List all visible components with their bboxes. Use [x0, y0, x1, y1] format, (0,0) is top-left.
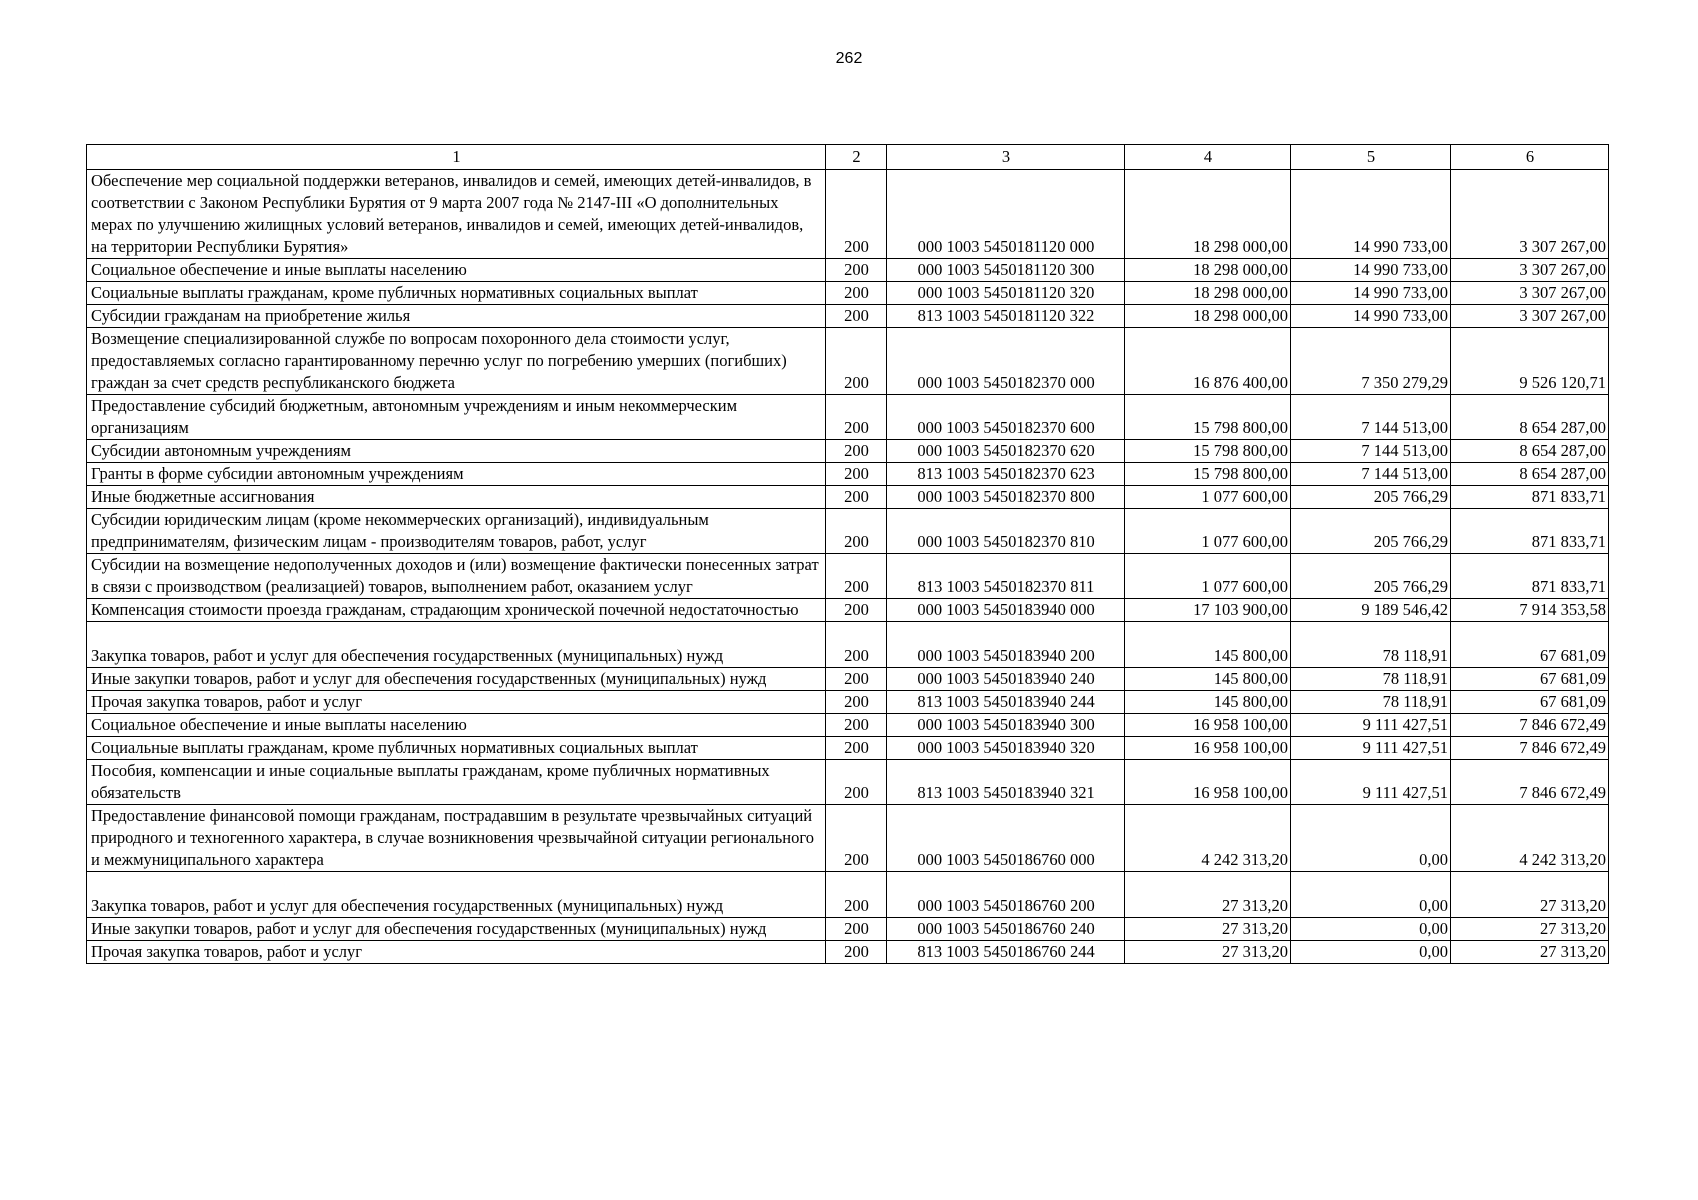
row-remaining-amount: 871 833,71	[1451, 509, 1609, 554]
row-budget-classification-code: 813 1003 5450186760 244	[887, 941, 1125, 964]
row-budget-classification-code: 000 1003 5450183940 000	[887, 599, 1125, 622]
row-code-admin: 200	[826, 805, 887, 872]
row-remaining-amount: 3 307 267,00	[1451, 170, 1609, 259]
table-row	[87, 395, 1609, 440]
row-remaining-amount: 3 307 267,00	[1451, 259, 1609, 282]
row-code-admin: 200	[826, 668, 887, 691]
row-executed-amount: 9 111 427,51	[1291, 737, 1451, 760]
table-row	[87, 737, 1609, 760]
row-name: Обеспечение мер социальной поддержки ветеранов, инвалидов и семей, имеющих детей-инвалидов, в соответствии с Законом Республики Бурятия от 9 марта 2007 года № 2147-III «О дополнительных мерах по улучшению жилищных условий ветеранов, инвалидов и семей, имеющих детей-инвалидов, на территории Республики Бурятия»	[87, 170, 826, 259]
table-row	[87, 554, 1609, 599]
row-remaining-amount: 3 307 267,00	[1451, 305, 1609, 328]
row-name: Прочая закупка товаров, работ и услуг	[87, 941, 826, 964]
row-approved-amount: 145 800,00	[1125, 691, 1291, 714]
row-executed-amount: 0,00	[1291, 941, 1451, 964]
row-approved-amount: 15 798 800,00	[1125, 463, 1291, 486]
row-executed-amount: 7 144 513,00	[1291, 463, 1451, 486]
table-row	[87, 872, 1609, 918]
row-executed-amount: 14 990 733,00	[1291, 170, 1451, 259]
table-row	[87, 486, 1609, 509]
row-executed-amount: 9 189 546,42	[1291, 599, 1451, 622]
row-code-admin: 200	[826, 918, 887, 941]
row-name: Пособия, компенсации и иные социальные выплаты гражданам, кроме публичных нормативных обязательств	[87, 760, 826, 805]
row-budget-classification-code: 813 1003 5450183940 244	[887, 691, 1125, 714]
row-approved-amount: 16 958 100,00	[1125, 760, 1291, 805]
column-header-6: 6	[1451, 145, 1609, 170]
row-approved-amount: 15 798 800,00	[1125, 440, 1291, 463]
row-code-admin: 200	[826, 872, 887, 918]
row-approved-amount: 145 800,00	[1125, 668, 1291, 691]
row-budget-classification-code: 000 1003 5450183940 240	[887, 668, 1125, 691]
row-approved-amount: 145 800,00	[1125, 622, 1291, 668]
row-budget-classification-code: 000 1003 5450186760 240	[887, 918, 1125, 941]
row-budget-classification-code: 000 1003 5450183940 300	[887, 714, 1125, 737]
row-executed-amount: 78 118,91	[1291, 668, 1451, 691]
row-name: Субсидии на возмещение недополученных доходов и (или) возмещение фактически понесенных затрат в связи с производством (реализацией) товаров, выполнением работ, оказанием услуг	[87, 554, 826, 599]
row-executed-amount: 205 766,29	[1291, 486, 1451, 509]
row-executed-amount: 78 118,91	[1291, 622, 1451, 668]
row-remaining-amount: 7 846 672,49	[1451, 760, 1609, 805]
row-approved-amount: 4 242 313,20	[1125, 805, 1291, 872]
row-name: Гранты в форме субсидии автономным учреждениям	[87, 463, 826, 486]
row-budget-classification-code: 000 1003 5450181120 300	[887, 259, 1125, 282]
row-code-admin: 200	[826, 509, 887, 554]
row-name: Иные закупки товаров, работ и услуг для обеспечения государственных (муниципальных) нужд	[87, 918, 826, 941]
row-budget-classification-code: 000 1003 5450182370 600	[887, 395, 1125, 440]
row-executed-amount: 0,00	[1291, 918, 1451, 941]
row-name: Иные закупки товаров, работ и услуг для обеспечения государственных (муниципальных) нужд	[87, 668, 826, 691]
row-code-admin: 200	[826, 282, 887, 305]
row-approved-amount: 16 958 100,00	[1125, 737, 1291, 760]
row-name: Возмещение специализированной службе по вопросам похоронного дела стоимости услуг, предоставляемых согласно гарантированному перечню услуг по погребению умерших (погибших) граждан за счет средств республиканского бюджета	[87, 328, 826, 395]
row-remaining-amount: 27 313,20	[1451, 941, 1609, 964]
row-approved-amount: 18 298 000,00	[1125, 282, 1291, 305]
row-code-admin: 200	[826, 486, 887, 509]
row-remaining-amount: 8 654 287,00	[1451, 463, 1609, 486]
row-executed-amount: 205 766,29	[1291, 509, 1451, 554]
row-budget-classification-code: 000 1003 5450183940 200	[887, 622, 1125, 668]
table-row	[87, 328, 1609, 395]
row-approved-amount: 27 313,20	[1125, 918, 1291, 941]
row-code-admin: 200	[826, 395, 887, 440]
table-row	[87, 305, 1609, 328]
column-header-5: 5	[1291, 145, 1451, 170]
row-code-admin: 200	[826, 170, 887, 259]
row-approved-amount: 1 077 600,00	[1125, 486, 1291, 509]
row-executed-amount: 205 766,29	[1291, 554, 1451, 599]
row-name: Социальные выплаты гражданам, кроме публичных нормативных социальных выплат	[87, 737, 826, 760]
row-executed-amount: 7 350 279,29	[1291, 328, 1451, 395]
row-code-admin: 200	[826, 760, 887, 805]
row-code-admin: 200	[826, 941, 887, 964]
row-remaining-amount: 871 833,71	[1451, 554, 1609, 599]
row-name: Субсидии автономным учреждениям	[87, 440, 826, 463]
row-remaining-amount: 3 307 267,00	[1451, 282, 1609, 305]
page-number: 262	[835, 50, 863, 67]
table-row	[87, 918, 1609, 941]
row-code-admin: 200	[826, 599, 887, 622]
row-name: Социальное обеспечение и иные выплаты населению	[87, 259, 826, 282]
row-executed-amount: 14 990 733,00	[1291, 305, 1451, 328]
row-name: Прочая закупка товаров, работ и услуг	[87, 691, 826, 714]
row-remaining-amount: 67 681,09	[1451, 668, 1609, 691]
row-remaining-amount: 67 681,09	[1451, 622, 1609, 668]
row-approved-amount: 18 298 000,00	[1125, 259, 1291, 282]
row-code-admin: 200	[826, 737, 887, 760]
row-code-admin: 200	[826, 714, 887, 737]
column-number-row	[87, 145, 1609, 170]
row-approved-amount: 27 313,20	[1125, 872, 1291, 918]
row-budget-classification-code: 000 1003 5450186760 200	[887, 872, 1125, 918]
row-name: Социальные выплаты гражданам, кроме публичных нормативных социальных выплат	[87, 282, 826, 305]
row-budget-classification-code: 000 1003 5450182370 810	[887, 509, 1125, 554]
row-remaining-amount: 67 681,09	[1451, 691, 1609, 714]
table-row	[87, 463, 1609, 486]
row-remaining-amount: 27 313,20	[1451, 918, 1609, 941]
row-code-admin: 200	[826, 554, 887, 599]
row-budget-classification-code: 813 1003 5450181120 322	[887, 305, 1125, 328]
row-approved-amount: 17 103 900,00	[1125, 599, 1291, 622]
row-code-admin: 200	[826, 463, 887, 486]
row-executed-amount: 7 144 513,00	[1291, 395, 1451, 440]
table-row	[87, 691, 1609, 714]
row-name: Закупка товаров, работ и услуг для обеспечения государственных (муниципальных) нужд	[87, 622, 826, 668]
row-remaining-amount: 27 313,20	[1451, 872, 1609, 918]
table-row	[87, 259, 1609, 282]
row-remaining-amount: 9 526 120,71	[1451, 328, 1609, 395]
row-budget-classification-code: 813 1003 5450183940 321	[887, 760, 1125, 805]
row-approved-amount: 16 876 400,00	[1125, 328, 1291, 395]
row-budget-classification-code: 000 1003 5450181120 320	[887, 282, 1125, 305]
row-name: Предоставление финансовой помощи гражданам, пострадавшим в результате чрезвычайных ситуаций природного и техногенного характера, в случае возникновения чрезвычайной ситуации регионального и межмуниципального характера	[87, 805, 826, 872]
row-budget-classification-code: 000 1003 5450182370 800	[887, 486, 1125, 509]
table-row	[87, 668, 1609, 691]
row-executed-amount: 0,00	[1291, 805, 1451, 872]
column-header-2: 2	[826, 145, 887, 170]
table-row	[87, 760, 1609, 805]
row-approved-amount: 1 077 600,00	[1125, 509, 1291, 554]
row-remaining-amount: 7 846 672,49	[1451, 714, 1609, 737]
row-remaining-amount: 7 846 672,49	[1451, 737, 1609, 760]
row-executed-amount: 9 111 427,51	[1291, 760, 1451, 805]
row-approved-amount: 18 298 000,00	[1125, 305, 1291, 328]
row-approved-amount: 1 077 600,00	[1125, 554, 1291, 599]
row-budget-classification-code: 000 1003 5450186760 000	[887, 805, 1125, 872]
table-row	[87, 509, 1609, 554]
column-header-3: 3	[887, 145, 1125, 170]
row-budget-classification-code: 000 1003 5450183940 320	[887, 737, 1125, 760]
row-remaining-amount: 871 833,71	[1451, 486, 1609, 509]
table-row	[87, 622, 1609, 668]
row-budget-classification-code: 000 1003 5450181120 000	[887, 170, 1125, 259]
row-name: Субсидии гражданам на приобретение жилья	[87, 305, 826, 328]
row-name: Субсидии юридическим лицам (кроме некоммерческих организаций), индивидуальным предпринимателям, физическим лицам - производителям товаров, работ, услуг	[87, 509, 826, 554]
row-remaining-amount: 7 914 353,58	[1451, 599, 1609, 622]
row-approved-amount: 15 798 800,00	[1125, 395, 1291, 440]
table-row	[87, 714, 1609, 737]
row-code-admin: 200	[826, 440, 887, 463]
row-approved-amount: 27 313,20	[1125, 941, 1291, 964]
row-code-admin: 200	[826, 259, 887, 282]
row-executed-amount: 0,00	[1291, 872, 1451, 918]
row-remaining-amount: 4 242 313,20	[1451, 805, 1609, 872]
table-row	[87, 440, 1609, 463]
row-code-admin: 200	[826, 328, 887, 395]
row-executed-amount: 7 144 513,00	[1291, 440, 1451, 463]
row-remaining-amount: 8 654 287,00	[1451, 395, 1609, 440]
table-row	[87, 941, 1609, 964]
column-header-1: 1	[87, 145, 826, 170]
row-executed-amount: 14 990 733,00	[1291, 259, 1451, 282]
budget-execution-table	[86, 144, 1609, 964]
column-header-4: 4	[1125, 145, 1291, 170]
row-name: Компенсация стоимости проезда гражданам, страдающим хронической почечной недостаточностью	[87, 599, 826, 622]
row-executed-amount: 14 990 733,00	[1291, 282, 1451, 305]
row-name: Иные бюджетные ассигнования	[87, 486, 826, 509]
row-budget-classification-code: 000 1003 5450182370 000	[887, 328, 1125, 395]
table-row	[87, 282, 1609, 305]
row-name: Социальное обеспечение и иные выплаты населению	[87, 714, 826, 737]
table-row	[87, 170, 1609, 259]
table-row	[87, 599, 1609, 622]
row-executed-amount: 9 111 427,51	[1291, 714, 1451, 737]
row-approved-amount: 16 958 100,00	[1125, 714, 1291, 737]
row-code-admin: 200	[826, 305, 887, 328]
row-budget-classification-code: 813 1003 5450182370 623	[887, 463, 1125, 486]
row-budget-classification-code: 000 1003 5450182370 620	[887, 440, 1125, 463]
row-remaining-amount: 8 654 287,00	[1451, 440, 1609, 463]
row-approved-amount: 18 298 000,00	[1125, 170, 1291, 259]
row-code-admin: 200	[826, 691, 887, 714]
row-name: Закупка товаров, работ и услуг для обеспечения государственных (муниципальных) нужд	[87, 872, 826, 918]
row-code-admin: 200	[826, 622, 887, 668]
row-budget-classification-code: 813 1003 5450182370 811	[887, 554, 1125, 599]
row-name: Предоставление субсидий бюджетным, автономным учреждениям и иным некоммерческим организациям	[87, 395, 826, 440]
row-executed-amount: 78 118,91	[1291, 691, 1451, 714]
table-row	[87, 805, 1609, 872]
